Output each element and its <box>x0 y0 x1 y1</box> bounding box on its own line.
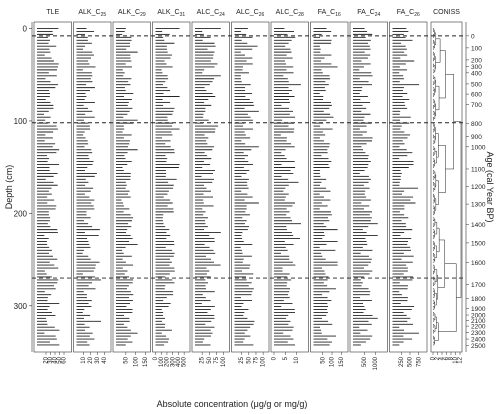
depth-tick-label: 0 <box>22 24 27 34</box>
panel-5 <box>232 9 270 367</box>
panel-frame <box>34 22 72 352</box>
panel-6 <box>271 9 309 364</box>
panel-title: $FA\_C_{26}$ <box>396 9 420 18</box>
panel-title-subscript: 26 <box>258 12 265 18</box>
depth-tick-label: 300 <box>13 301 27 311</box>
coniss-tick-label: 4 <box>439 357 446 361</box>
x-tick-label: 50 <box>206 357 213 364</box>
age-tick-label: 2000 <box>471 312 486 320</box>
x-tick-label: 20 <box>88 357 95 364</box>
panel-title: $ALC\_C_{28}$ <box>275 9 304 18</box>
x-tick-label: 60 <box>61 357 68 364</box>
x-tick-label: 40 <box>52 357 59 364</box>
panel-frame <box>153 22 191 352</box>
x-tick-label: 500 <box>407 357 414 368</box>
panel-0 <box>34 9 72 364</box>
age-tick-label: 2300 <box>471 330 486 338</box>
x-tick-label: 200 <box>164 357 171 368</box>
x-tick-label: 100 <box>329 357 336 368</box>
panel-frame <box>390 22 428 352</box>
x-tick-label: 20 <box>43 357 50 364</box>
depth-axis <box>14 22 32 352</box>
y-axis-label: Depth (cm) <box>4 164 14 210</box>
x-tick-label: 300 <box>170 357 177 368</box>
age-tick-label: 1400 <box>471 221 486 229</box>
coniss-tick-label: 0 <box>430 357 437 361</box>
x-tick-label: 30 <box>48 357 55 364</box>
age-tick-label: 500 <box>471 81 482 89</box>
x-tick-label: 100 <box>158 357 165 368</box>
x-tick-label: 0 <box>271 357 278 361</box>
age-tick-label: 1100 <box>471 166 485 174</box>
age-tick-label: 400 <box>471 70 482 78</box>
x-tick-label: 5 <box>282 357 289 361</box>
age-tick-label: 2100 <box>471 318 486 326</box>
x-tick-label: 50 <box>246 357 253 364</box>
panel-title-subscript: 24 <box>219 12 225 18</box>
panel-frame <box>74 22 112 352</box>
age-tick-label: 1500 <box>471 240 486 248</box>
x-tick-label: 30 <box>95 357 102 364</box>
panel-frame <box>113 22 151 352</box>
panel-title: $ALK\_C_{25}$ <box>78 9 107 18</box>
panel-title-subscript: 24 <box>374 12 381 18</box>
age-tick-label: 1900 <box>471 306 486 314</box>
x-tick-label: 500 <box>181 357 188 368</box>
panel-title-subscript: 29 <box>140 12 146 18</box>
x-tick-label: 40 <box>102 357 109 364</box>
age-tick-label: 200 <box>471 57 482 65</box>
x-tick-label: 100 <box>221 357 228 368</box>
panel-2 <box>113 9 151 367</box>
x-tick-label: 400 <box>175 357 182 368</box>
panel-title: $FA\_C_{24}$ <box>357 9 381 18</box>
panel-title: $ALK\_C_{31}$ <box>157 9 186 18</box>
panel-frame <box>232 22 270 352</box>
depth-tick-label: 200 <box>13 209 27 219</box>
x-tick-label: 75 <box>253 357 260 364</box>
coniss-tick-label: 6 <box>444 357 451 361</box>
age-tick-label: 2400 <box>471 336 486 344</box>
panel-8 <box>350 9 388 370</box>
age-tick-label: 300 <box>471 63 482 71</box>
panel-title: $ALK\_C_{29}$ <box>117 9 146 18</box>
panel-frame <box>192 22 230 352</box>
panel-title-subscript: 16 <box>335 12 341 18</box>
age-tick-label: 2200 <box>471 323 486 331</box>
depth-tick-label: 100 <box>13 116 27 126</box>
x-tick-label: 500 <box>361 357 368 368</box>
panel-title-subscript: 28 <box>298 12 304 18</box>
panels-group <box>34 9 427 370</box>
x-tick-label: 25 <box>199 357 206 364</box>
x-tick-label: 1000 <box>373 357 380 371</box>
panel-3 <box>153 9 191 367</box>
panel-frame <box>311 22 349 352</box>
panel-title-subscript: 25 <box>100 12 107 18</box>
x-tick-label: 50 <box>57 357 64 364</box>
age-tick-label: 600 <box>471 91 482 99</box>
age-tick-label: 800 <box>471 121 482 129</box>
panel-frame <box>350 22 388 352</box>
x-tick-label: 0 <box>153 357 160 361</box>
coniss-tick-label: 12 <box>457 357 464 364</box>
x-tick-label: 250 <box>398 357 405 368</box>
panel-7 <box>311 9 349 367</box>
age-tick-label: 0 <box>471 33 475 41</box>
panel-1 <box>74 9 112 364</box>
coniss-tick-label: 8 <box>448 357 455 361</box>
age-tick-label: 1600 <box>471 259 486 267</box>
panel-title: $ALC\_C_{26}$ <box>236 9 265 18</box>
coniss-frame <box>431 22 462 352</box>
panel-frame <box>271 22 309 352</box>
x-tick-label: 100 <box>260 357 267 368</box>
age-tick-label: 900 <box>471 134 482 142</box>
panel-title-subscript: 31 <box>179 12 186 18</box>
panel-title: TLE <box>46 9 60 16</box>
age-axis <box>466 22 486 352</box>
age-tick-label: 100 <box>471 45 482 53</box>
coniss-title: CONISS <box>433 9 460 16</box>
x-tick-label: 750 <box>416 357 423 368</box>
panel-9 <box>390 9 428 367</box>
x-axis-label: Absolute concentration (μg/g or mg/g) <box>156 399 308 409</box>
x-tick-label: 10 <box>81 357 88 364</box>
x-tick-label: 50 <box>123 357 130 364</box>
panel-4 <box>192 9 230 367</box>
age-tick-label: 2500 <box>471 343 486 351</box>
x-tick-label: 10 <box>294 357 301 364</box>
coniss-tick-label: 2 <box>435 357 442 361</box>
age-tick-label: 1200 <box>471 184 486 192</box>
panel-title: $FA\_C_{16}$ <box>317 9 341 18</box>
panel-title: $ALC\_C_{24}$ <box>196 9 225 18</box>
x-tick-label: 150 <box>338 357 345 368</box>
x-tick-label: 50 <box>320 357 327 364</box>
x-tick-label: 25 <box>239 357 246 364</box>
age-tick-label: 1300 <box>471 201 486 209</box>
age-tick-label: 700 <box>471 101 482 109</box>
coniss-panel <box>431 9 464 364</box>
age-tick-label: 1800 <box>471 295 486 303</box>
x-tick-label: 75 <box>214 357 221 364</box>
age-tick-label: 1000 <box>471 144 486 152</box>
panel-title-subscript: 26 <box>414 12 420 18</box>
age-tick-label: 1700 <box>471 282 486 290</box>
x-tick-label: 150 <box>143 357 150 368</box>
age-axis-label: Age (cal Year BP) <box>485 151 495 223</box>
x-tick-label: 100 <box>133 357 140 368</box>
coniss-tick-label: 10 <box>453 357 460 364</box>
